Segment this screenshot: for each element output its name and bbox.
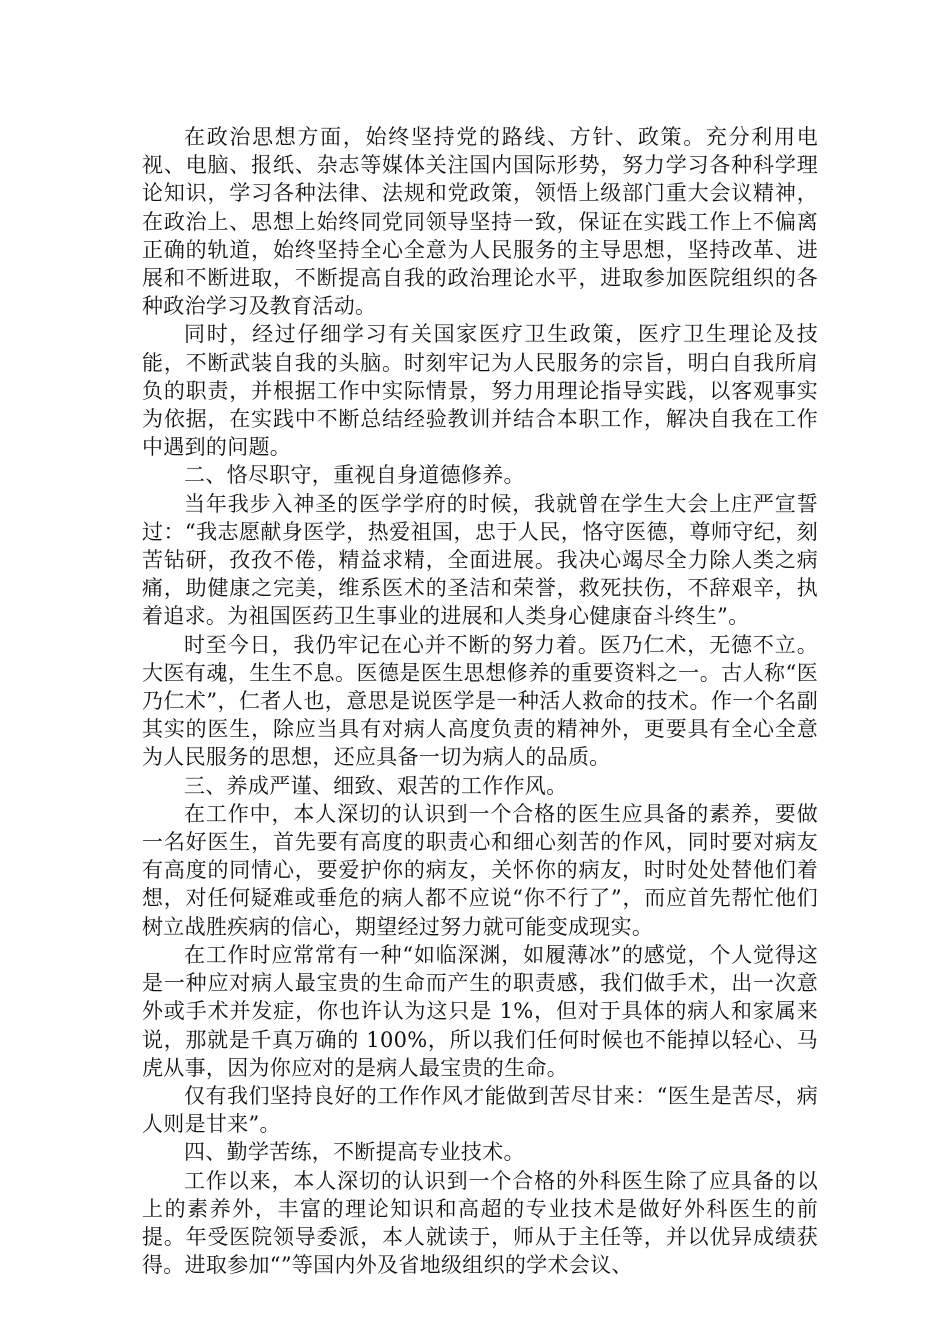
- paragraph-work-attitude: 在工作中，本人深切的认识到一个合格的医生应具备的素养，要做一名好医生，首先要有高度的职责心和细心刻苦的作风，同时要对病友有高度的同情心，要爱护你的病友，关怀你的病友，时时处处替他们着想，对任何疑难或垂危的病人都不应说“你不行了”，而应首先帮忙他们树立战胜疾病的信心，期望经过努力就可能变成现实。: [142, 801, 818, 939]
- section-heading-duty: 二、恪尽职守，重视自身道德修养。: [184, 463, 525, 488]
- document-body: [142, 123, 818, 1279]
- paragraph-responsibility: 在工作时应常常有一种“如临深渊，如履薄冰”的感觉，个人觉得这是一种应对病人最宝贵的生命而产生的职责感，我们做手术，出一次意外或手术并发症，你也许认为这只是 1%，但对于具体的病人和家属来说，那就是千真万确的 100%，所以我们任何时候也不能掉以轻心、马虎从事，因为你应对的是病人最宝贵的生命。: [142, 942, 818, 1080]
- section-heading-skills: 四、勤学苦练，不断提高专业技术。: [184, 1140, 525, 1165]
- paragraph-medical-ethics: 时至今日，我仍牢记在心并不断的努力着。医乃仁术，无德不立。大医有魂，生生不息。医德是医生思想修养的重要资料之一。古人称“医乃仁术”，仁者人也，意思是说医学是一种活人救命的技术。作一个名副其实的医生，除应当具有对病人高度负责的精神外，更要具有全心全意为人民服务的思想，还应具备一切为病人的品质。: [142, 632, 818, 770]
- paragraph-professional-skills: 工作以来，本人深切的认识到一个合格的外科医生除了应具备的以上的素养外，丰富的理论知识和高超的专业技术是做好外科医生的前提。年受医院领导委派，本人就读于，师从于主任等，并以优异成绩获得。进取参加“”等国内外及省地级组织的学术会议、: [142, 1168, 818, 1278]
- paragraph-policy-study: 同时，经过仔细学习有关国家医疗卫生政策，医疗卫生理论及技能，不断武装自我的头脑。时刻牢记为人民服务的宗旨，明白自我所肩负的职责，并根据工作中实际情景，努力用理论指导实践，以客观事实为依据，在实践中不断总结经验教训并结合本职工作，解决自我在工作中遇到的问题。: [142, 322, 818, 460]
- paragraph-oath: 当年我步入神圣的医学学府的时候，我就曾在学生大会上庄严宣誓过：“我志愿献身医学，热爱祖国，忠于人民，恪守医德，尊师守纪，刻苦钻研，孜孜不倦，精益求精，全面进展。我决心竭尽全力除人类之病痛，助健康之完美，维系医术的圣洁和荣誉，救死扶伤，不辞艰辛，执着追求。为祖国医药卫生事业的进展和人类身心健康奋斗终生”。: [142, 491, 818, 629]
- paragraph-work-style-summary: 仅有我们坚持良好的工作作风才能做到苦尽甘来：“医生是苦尽，病人则是甘来”。: [142, 1083, 818, 1137]
- paragraph-political-thought: 在政治思想方面，始终坚持党的路线、方针、政策。充分利用电视、电脑、报纸、杂志等媒体关注国内国际形势，努力学习各种科学理论知识，学习各种法律、法规和党政策，领悟上级部门重大会议精神，在政治上、思想上始终同党同领导坚持一致，保证在实践工作上不偏离正确的轨道，始终坚持全心全意为人民服务的主导思想，坚持改革、进展和不断进取，不断提高自我的政治理论水平，进取参加医院组织的各种政治学习及教育活动。: [142, 125, 818, 319]
- section-heading-work-style: 三、养成严谨、细致、艰苦的工作作风。: [184, 773, 568, 798]
